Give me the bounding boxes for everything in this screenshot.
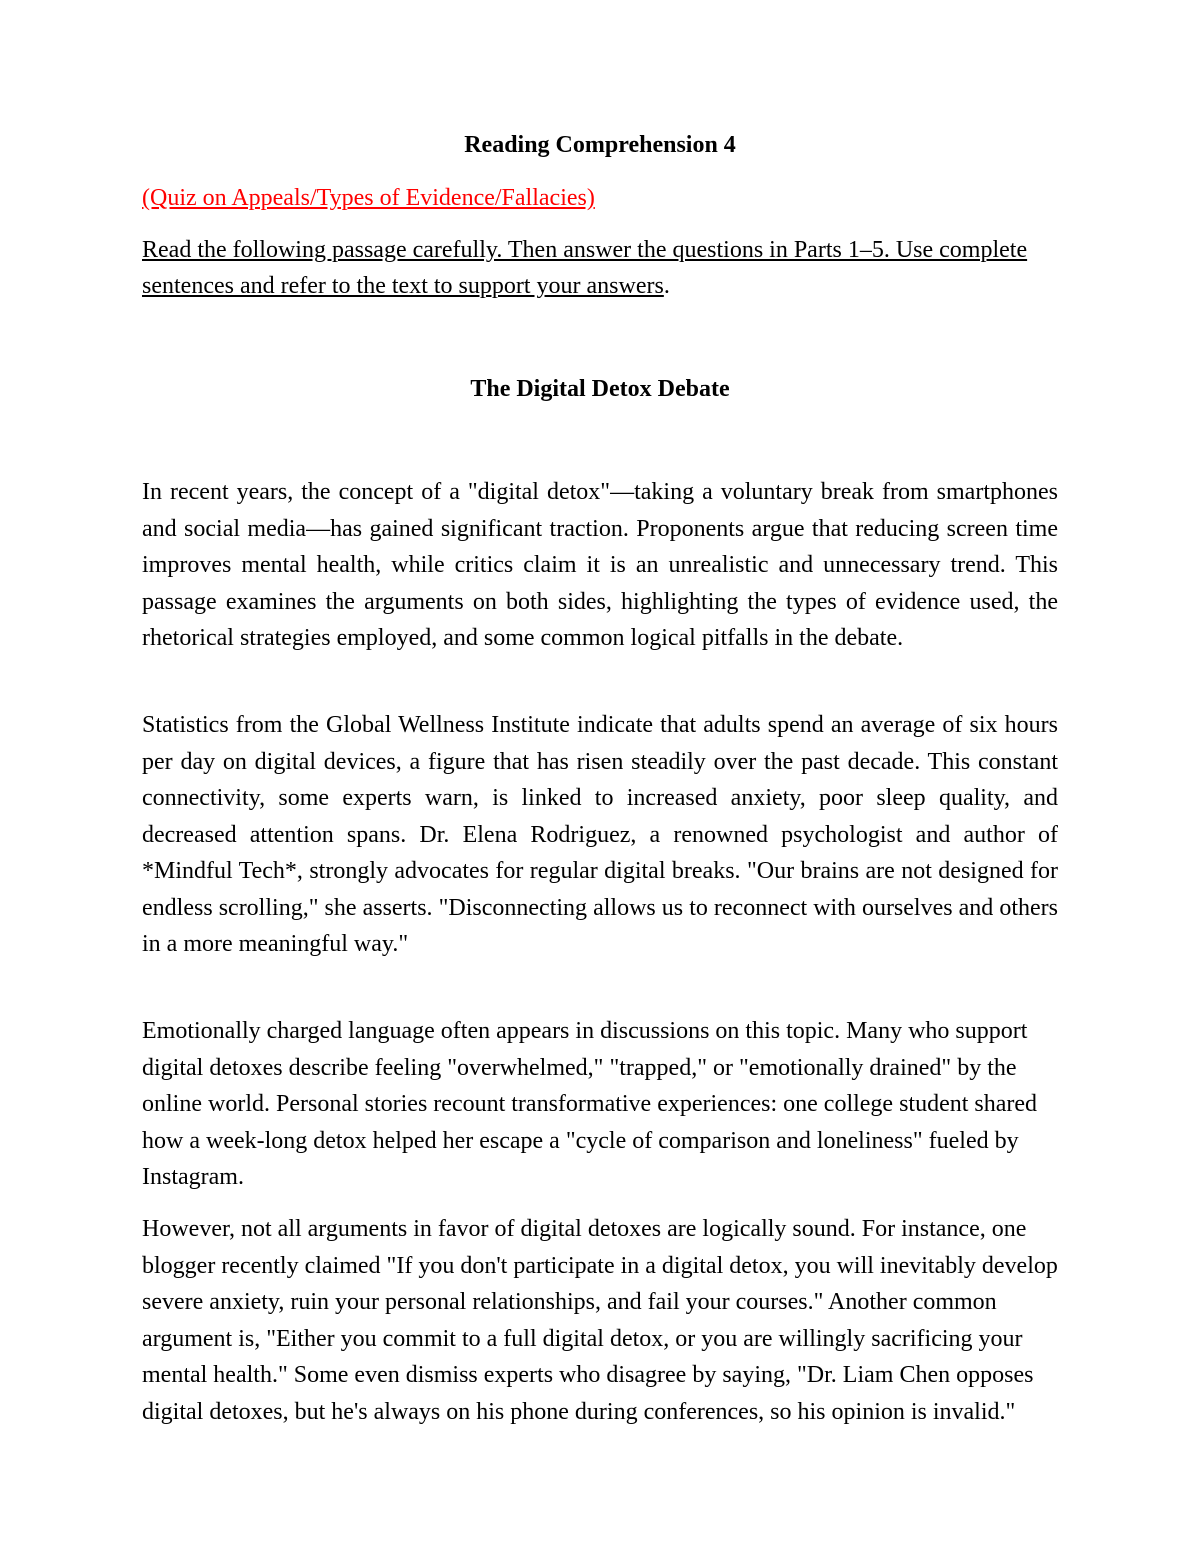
instructions-text: Read the following passage carefully. Then answer the questions in Parts 1–5. Use complete sentences and refer to the text to support your answers bbox=[142, 237, 1028, 299]
passage-title: The Digital Detox Debate bbox=[470, 376, 730, 402]
instructions bbox=[142, 232, 1060, 304]
passage-paragraph: Statistics from the Global Wellness Institute indicate that adults spend an average of six hours per day on digital devices, a figure that has risen steadily over the past decade. This constant connectivity, some experts warn, is linked to increased anxiety, poor sleep quality, and decreased attention spans. Dr. Elena Rodriguez, a renowned psychologist and author of *Mindful Tech*, strongly advocates for regular digital breaks. "Our brains are not designed for endless scrolling," she asserts. "Disconnecting allows us to reconnect with ourselves and others in a more meaningful way." bbox=[142, 712, 1058, 957]
quiz-subtitle: (Quiz on Appeals/Types of Evidence/Fallacies) bbox=[142, 185, 595, 211]
passage-paragraph: In recent years, the concept of a "digital detox"—taking a voluntary break from smartphones and social media—has gained significant traction. Proponents argue that reducing screen time improves mental health, while critics claim it is an unrealistic and unnecessary trend. This passage examines the arguments on both sides, highlighting the types of evidence used, the rhetorical strategies employed, and some common logical pitfalls in the debate. bbox=[142, 479, 1058, 651]
instructions-period: . bbox=[663, 273, 670, 299]
document-title: Reading Comprehension 4 bbox=[464, 132, 736, 158]
passage-paragraph: Emotionally charged language often appears in discussions on this topic. Many who support digital detoxes describe feeling "overwhelmed," "trapped," or "emotionally drained" by the online world. Personal stories recount transformative experiences: one college student shared how a week-long detox helped her escape a "cycle of comparison and loneliness" fueled by Instagram. bbox=[142, 1018, 1038, 1190]
passage-paragraph: However, not all arguments in favor of digital detoxes are logically sound. For instance, one blogger recently claimed "If you don't participate in a digital detox, you will inevitably develop severe anxiety, ruin your personal relationships, and fail your courses." Another common argument is, "Either you commit to a full digital detox, or you are willingly sacrificing your mental health." Some even dismiss experts who disagree by saying, "Dr. Liam Chen opposes digital detoxes, but he's always on his phone during conferences, so his opinion is invalid." bbox=[142, 1216, 1058, 1425]
